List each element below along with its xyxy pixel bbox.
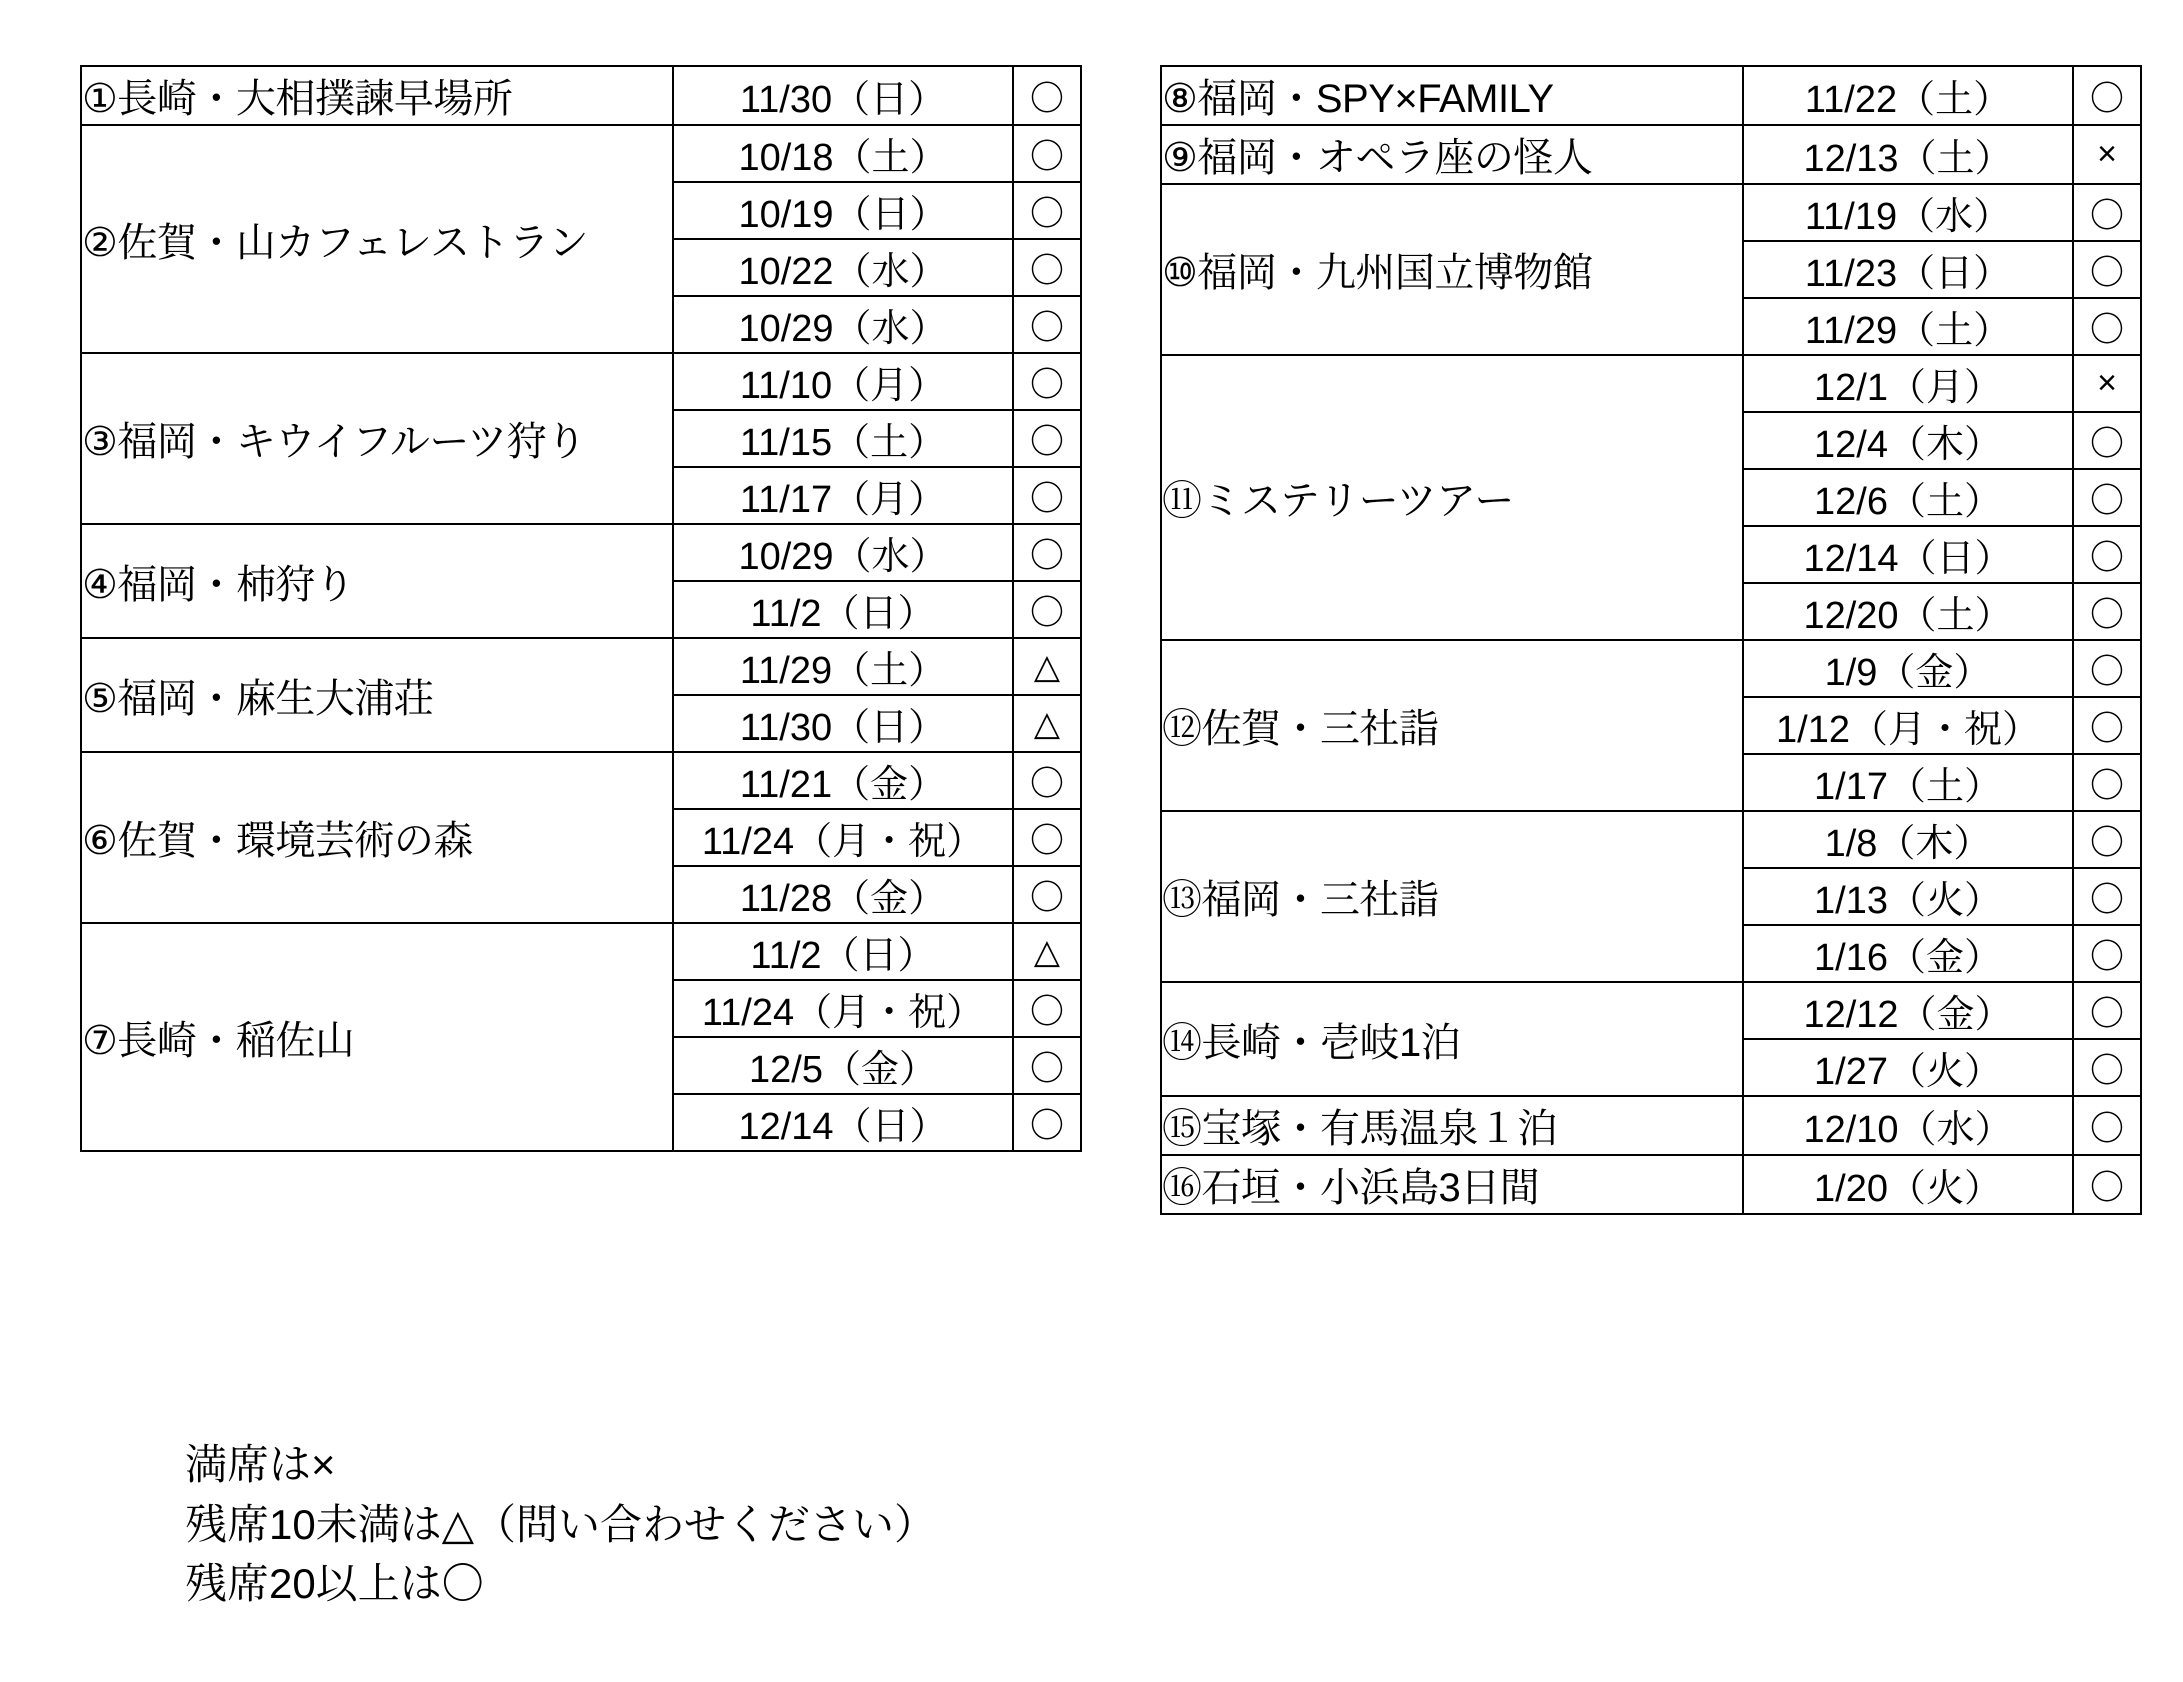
availability-status-cell: 〇 (2073, 298, 2141, 355)
availability-status-cell: 〇 (2073, 982, 2141, 1039)
tour-date-cell: 10/19（日） (673, 182, 1013, 239)
availability-status-cell: 〇 (2073, 184, 2141, 241)
table-body-right (1161, 66, 2141, 1214)
tour-date-cell: 11/2（日） (673, 923, 1013, 980)
tour-name-cell: ①長崎・大相撲諫早場所 (81, 66, 673, 125)
table-row (81, 524, 1081, 581)
tour-date-cell: 11/22（土） (1743, 66, 2073, 125)
availability-status-cell: 〇 (1013, 581, 1081, 638)
availability-status-cell: 〇 (2073, 526, 2141, 583)
tour-date-cell: 11/24（月・祝） (673, 980, 1013, 1037)
tour-date-cell: 11/30（日） (673, 695, 1013, 752)
tour-date-cell: 1/12（月・祝） (1743, 697, 2073, 754)
availability-status-cell: 〇 (2073, 583, 2141, 640)
table-row (1161, 125, 2141, 184)
availability-status-cell: 〇 (1013, 410, 1081, 467)
tour-date-cell: 11/28（金） (673, 866, 1013, 923)
tour-date-cell: 1/20（火） (1743, 1155, 2073, 1214)
tour-date-cell: 11/19（水） (1743, 184, 2073, 241)
table-row (1161, 811, 2141, 868)
table-row (1161, 66, 2141, 125)
table-row (1161, 1096, 2141, 1155)
tour-date-cell: 12/1（月） (1743, 355, 2073, 412)
availability-status-cell: 〇 (2073, 66, 2141, 125)
tour-name-cell: ⑯石垣・小浜島3日間 (1161, 1155, 1743, 1214)
table-row (81, 66, 1081, 125)
tour-date-cell: 12/6（土） (1743, 469, 2073, 526)
tour-date-cell: 12/5（金） (673, 1037, 1013, 1094)
availability-status-cell: 〇 (1013, 296, 1081, 353)
tour-date-cell: 11/30（日） (673, 66, 1013, 125)
tour-name-cell: ④福岡・柿狩り (81, 524, 673, 638)
availability-status-cell: 〇 (2073, 811, 2141, 868)
availability-status-cell: △ (1013, 638, 1081, 695)
tour-name-cell: ⑥佐賀・環境芸術の森 (81, 752, 673, 923)
availability-status-cell: × (2073, 125, 2141, 184)
tour-date-cell: 11/24（月・祝） (673, 809, 1013, 866)
table-row (81, 752, 1081, 809)
availability-status-cell: × (2073, 355, 2141, 412)
tour-date-cell: 10/22（水） (673, 239, 1013, 296)
table-row (81, 638, 1081, 695)
tour-date-cell: 12/12（金） (1743, 982, 2073, 1039)
availability-status-cell: △ (1013, 923, 1081, 980)
tour-name-cell: ⑪ミステリーツアー (1161, 355, 1743, 640)
legend-line-available: 残席20以上は〇 (185, 1560, 484, 1608)
availability-status-cell: △ (1013, 695, 1081, 752)
availability-status-cell: 〇 (1013, 980, 1081, 1037)
table-row (81, 125, 1081, 182)
tour-date-cell: 1/9（金） (1743, 640, 2073, 697)
legend-line-full: 満席は× (185, 1441, 336, 1488)
availability-status-cell: 〇 (1013, 353, 1081, 410)
legend-line-few: 残席10未満は△（問い合わせください） (185, 1500, 937, 1548)
availability-status-cell: 〇 (2073, 469, 2141, 526)
availability-status-cell: 〇 (1013, 1094, 1081, 1151)
tour-date-cell: 10/29（水） (673, 296, 1013, 353)
table-row (81, 923, 1081, 980)
tour-name-cell: ⑫佐賀・三社詣 (1161, 640, 1743, 811)
table-row (1161, 1155, 2141, 1214)
availability-status-cell: 〇 (1013, 752, 1081, 809)
legend-block (185, 1435, 936, 1614)
tour-name-cell: ⑭長崎・壱岐1泊 (1161, 982, 1743, 1096)
tour-date-cell: 1/16（金） (1743, 925, 2073, 982)
tour-date-cell: 1/17（土） (1743, 754, 2073, 811)
table-row (1161, 640, 2141, 697)
tour-date-cell: 11/29（土） (1743, 298, 2073, 355)
table-body-left (81, 66, 1081, 1151)
tour-name-cell: ⑤福岡・麻生大浦荘 (81, 638, 673, 752)
table-row (81, 353, 1081, 410)
table-row (1161, 184, 2141, 241)
tour-name-cell: ⑦長崎・稲佐山 (81, 923, 673, 1151)
tour-name-cell: ⑨福岡・オペラ座の怪人 (1161, 125, 1743, 184)
tour-date-cell: 1/27（火） (1743, 1039, 2073, 1096)
tour-name-cell: ⑬福岡・三社詣 (1161, 811, 1743, 982)
tour-date-cell: 11/2（日） (673, 581, 1013, 638)
tour-name-cell: ⑧福岡・SPY×FAMILY (1161, 66, 1743, 125)
availability-status-cell: 〇 (2073, 1096, 2141, 1155)
availability-status-cell: 〇 (2073, 754, 2141, 811)
availability-status-cell: 〇 (2073, 1039, 2141, 1096)
availability-status-cell: 〇 (2073, 241, 2141, 298)
availability-status-cell: 〇 (2073, 868, 2141, 925)
availability-status-cell: 〇 (1013, 467, 1081, 524)
tour-date-cell: 11/29（土） (673, 638, 1013, 695)
availability-status-cell: 〇 (1013, 524, 1081, 581)
tour-date-cell: 11/10（月） (673, 353, 1013, 410)
tour-name-cell: ⑮宝塚・有馬温泉１泊 (1161, 1096, 1743, 1155)
tour-date-cell: 1/13（火） (1743, 868, 2073, 925)
availability-status-cell: 〇 (1013, 866, 1081, 923)
availability-status-cell: 〇 (2073, 1155, 2141, 1214)
tour-date-cell: 12/14（日） (1743, 526, 2073, 583)
table-row (1161, 982, 2141, 1039)
tour-date-cell: 12/14（日） (673, 1094, 1013, 1151)
availability-status-cell: 〇 (1013, 66, 1081, 125)
availability-status-cell: 〇 (1013, 182, 1081, 239)
tour-date-cell: 12/20（土） (1743, 583, 2073, 640)
table-row (1161, 355, 2141, 412)
tour-date-cell: 1/8（木） (1743, 811, 2073, 868)
tour-date-cell: 10/18（土） (673, 125, 1013, 182)
tour-availability-table-right (1160, 65, 2142, 1215)
tour-name-cell: ②佐賀・山カフェレストラン (81, 125, 673, 353)
availability-status-cell: 〇 (2073, 412, 2141, 469)
availability-status-cell: 〇 (1013, 809, 1081, 866)
availability-status-cell: 〇 (2073, 697, 2141, 754)
tour-date-cell: 12/10（水） (1743, 1096, 2073, 1155)
tour-date-cell: 11/17（月） (673, 467, 1013, 524)
availability-status-cell: 〇 (1013, 239, 1081, 296)
tour-date-cell: 10/29（水） (673, 524, 1013, 581)
tour-date-cell: 12/4（木） (1743, 412, 2073, 469)
tour-name-cell: ③福岡・キウイフルーツ狩り (81, 353, 673, 524)
availability-status-cell: 〇 (2073, 925, 2141, 982)
availability-status-cell: 〇 (2073, 640, 2141, 697)
tour-availability-table-left (80, 65, 1082, 1152)
tour-date-cell: 11/23（日） (1743, 241, 2073, 298)
tour-name-cell: ⑩福岡・九州国立博物館 (1161, 184, 1743, 355)
tour-date-cell: 12/13（土） (1743, 125, 2073, 184)
availability-status-cell: 〇 (1013, 1037, 1081, 1094)
availability-status-cell: 〇 (1013, 125, 1081, 182)
tour-date-cell: 11/15（土） (673, 410, 1013, 467)
tour-date-cell: 11/21（金） (673, 752, 1013, 809)
